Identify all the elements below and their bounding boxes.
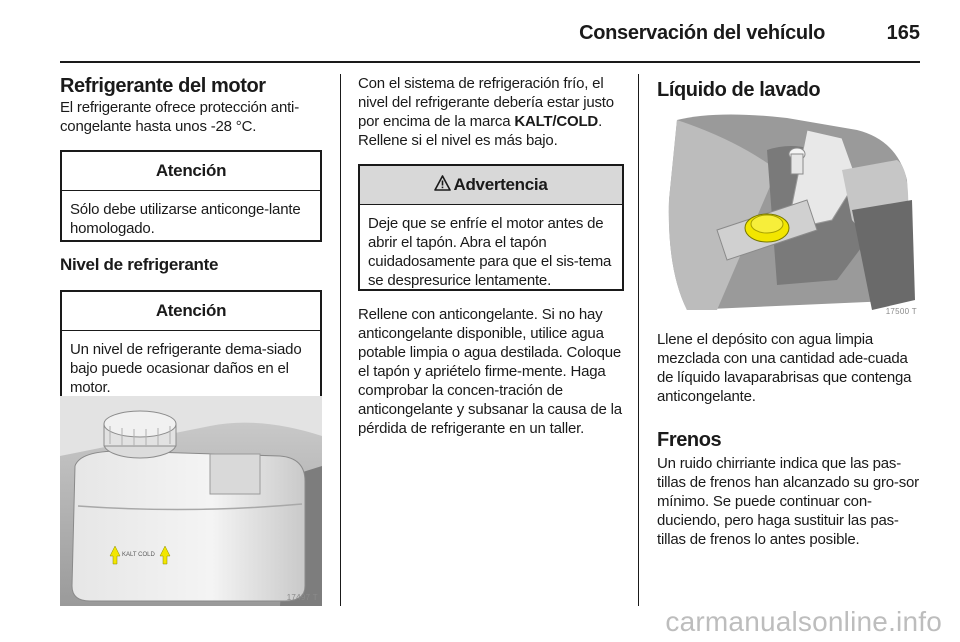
section-heading-washer: Líquido de lavado: [657, 79, 821, 101]
column-divider: [340, 74, 341, 606]
attention-body: Sólo debe utilizarse anticonge-lante homologado.: [70, 201, 301, 237]
image-code: 17497 T: [286, 593, 318, 602]
subheading-coolant-level: Nivel de refrigerante: [60, 255, 219, 274]
attention-box: [60, 290, 322, 400]
warning-body: Deje que se enfríe el motor antes de abrir el tapón. Abra el tapón cuidadosamente para que el sis-tema se despresurice lentamente.: [368, 215, 612, 289]
header-rule: [60, 61, 920, 63]
watermark: carmanualsonline.info: [665, 606, 942, 637]
warning-title-bar: [360, 166, 622, 205]
attention-title: Atención: [62, 152, 320, 191]
page-header: [60, 14, 920, 54]
coolant-intro: El refrigerante ofrece protección anti-congelante hasta unos -28 °C.: [60, 99, 299, 135]
attention-title: Atención: [62, 292, 320, 331]
section-heading-coolant: Refrigerante del motor: [60, 75, 266, 97]
attention-box: [60, 150, 322, 242]
coolant-tank-image: [60, 396, 322, 606]
warning-triangle-icon: [434, 175, 451, 196]
column-3-lower: [657, 330, 921, 549]
warning-title: Advertencia: [453, 175, 548, 194]
refill-paragraph: Rellene con anticongelante. Si no hay anticongelante disponible, utilice agua potable limpia o agua destilada. Coloque el tapón y apriételo firme-mente. Haga comprobar la concen-tración de anticongelante y subsanar la causa de la pérdida de refrigerante en un taller.: [358, 306, 622, 437]
warning-box: [358, 164, 624, 291]
coolant-tank-illustration: [60, 396, 322, 606]
header-title: Conservación del vehículo: [579, 22, 825, 44]
attention-body: Un nivel de refrigerante dema-siado bajo puede ocasionar daños en el motor.: [70, 341, 302, 396]
column-divider: [638, 74, 639, 606]
coolant-level-text-end: . Rellene si el nivel es más bajo.: [358, 113, 603, 149]
column-1: [60, 74, 322, 400]
column-2: [358, 74, 624, 438]
coolant-level-text: Con el sistema de refrigeración frío, el nivel del refrigerante debería estar justo por encima de la marca: [358, 75, 614, 130]
tank-mark-label: KALT COLD: [122, 552, 155, 558]
image-code: 17500 T: [885, 307, 917, 316]
section-heading-brakes: Frenos: [657, 429, 722, 451]
washer-reservoir-illustration: [657, 110, 921, 318]
washer-paragraph: Llene el depósito con agua limpia mezclada con una cantidad ade-cuada de líquido lavaparabrisas que contenga anticongelante.: [657, 331, 912, 405]
coolant-level-paragraph: [358, 74, 624, 150]
washer-reservoir-image: [657, 110, 921, 318]
column-3: [657, 74, 921, 102]
brakes-paragraph: Un ruido chirriante indica que las pas-tillas de frenos han alcanzado su gro-sor mínimo. Se puede continuar con-duciendo, pero haga sustituir las pas-tillas de frenos lo antes posible.: [657, 455, 919, 548]
kalt-cold-mark: KALT/COLD: [514, 113, 599, 130]
page-number: 165: [886, 22, 920, 44]
